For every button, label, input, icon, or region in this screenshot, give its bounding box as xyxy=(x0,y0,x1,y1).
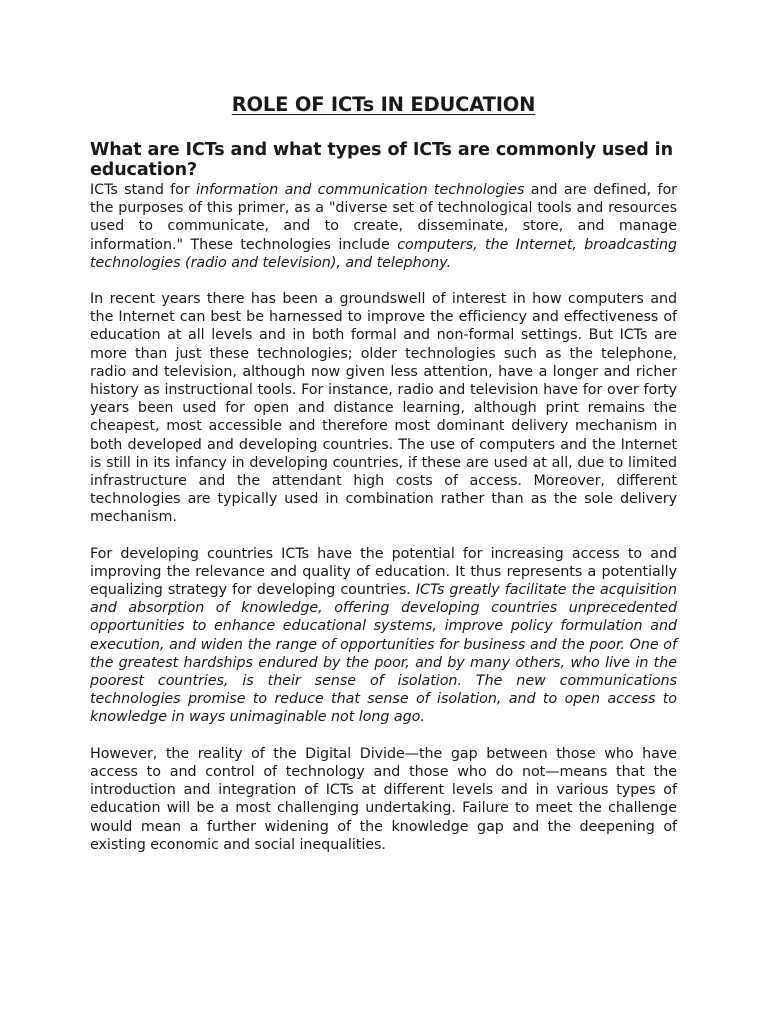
document-title: ROLE OF ICTs IN EDUCATION xyxy=(231,93,536,116)
paragraph-text: In recent years there has been a groundswell of interest in how computers and the Internet can best be harnessed to improve the efficiency and effectiveness of education at all levels and in both formal and non-formal settings. But ICTs are more than just these technologies; older technologies such as the telephone, radio and television, although now given less attention, have a longer and richer history as instructional tools. For instance, radio and television have for over forty years been used for open and distance learning, although print remains the cheapest, most accessible and therefore most dominant delivery mechanism in both developed and developing countries. The use of computers and the Internet is still in its infancy in developing countries, if these are used at all, due to limited infrastructure and the attendant high costs of access. Moreover, different technologies are typically used in combination rather than as the sole delivery mechanism. xyxy=(90,291,677,526)
paragraph-text: However, the reality of the Digital Divide—the gap between those who have access to and control of technology and those who do not—means that the introduction and integration of ICTs at different levels and in various types of education will be a most challenging undertaking. Failure to meet the challenge would mean a further widening of the knowledge gap and the deepening of existing economic and social inequalities. xyxy=(90,745,677,853)
paragraph-italic-text: computers, the Internet, broadcasting technologies (radio and television), and telephony. xyxy=(90,236,677,271)
paragraph-italic-text: information and communication technologies xyxy=(196,182,525,198)
paragraph-text: and are defined, for the purposes of this primer, as a "diverse set of technological tools and resources used to communicate, and to create, disseminate, store, and manage information." These technologies include xyxy=(90,182,677,253)
paragraph-developing-countries xyxy=(90,545,677,727)
document-page xyxy=(90,92,677,872)
paragraph-recent-years xyxy=(90,290,677,527)
section-heading: What are ICTs and what types of ICTs are commonly used in education? xyxy=(90,140,673,180)
paragraph-italic-text: ICTs greatly facilitate the acquisition and absorption of knowledge, offering developing countries unprecedented opportunities to enhance educational systems, improve policy formulation and execution, and widen the range of opportunities for business and the poor. One of the greatest hardships endured by the poor, and by many others, who live in the poorest countries, is their sense of isolation. The new communications technologies promise to reduce that sense of isolation, and to open access to knowledge in ways unimaginable not long ago. xyxy=(90,582,677,726)
paragraph-digital-divide xyxy=(90,745,677,854)
paragraph-ict-definition xyxy=(90,181,677,272)
paragraph-text: ICTs stand for xyxy=(90,182,197,198)
document-body xyxy=(90,181,677,854)
paragraph-text: For developing countries ICTs have the potential for increasing access to and improving the relevance and quality of education. It thus represents a potentially equalizing strategy for developing countries. xyxy=(90,545,677,599)
